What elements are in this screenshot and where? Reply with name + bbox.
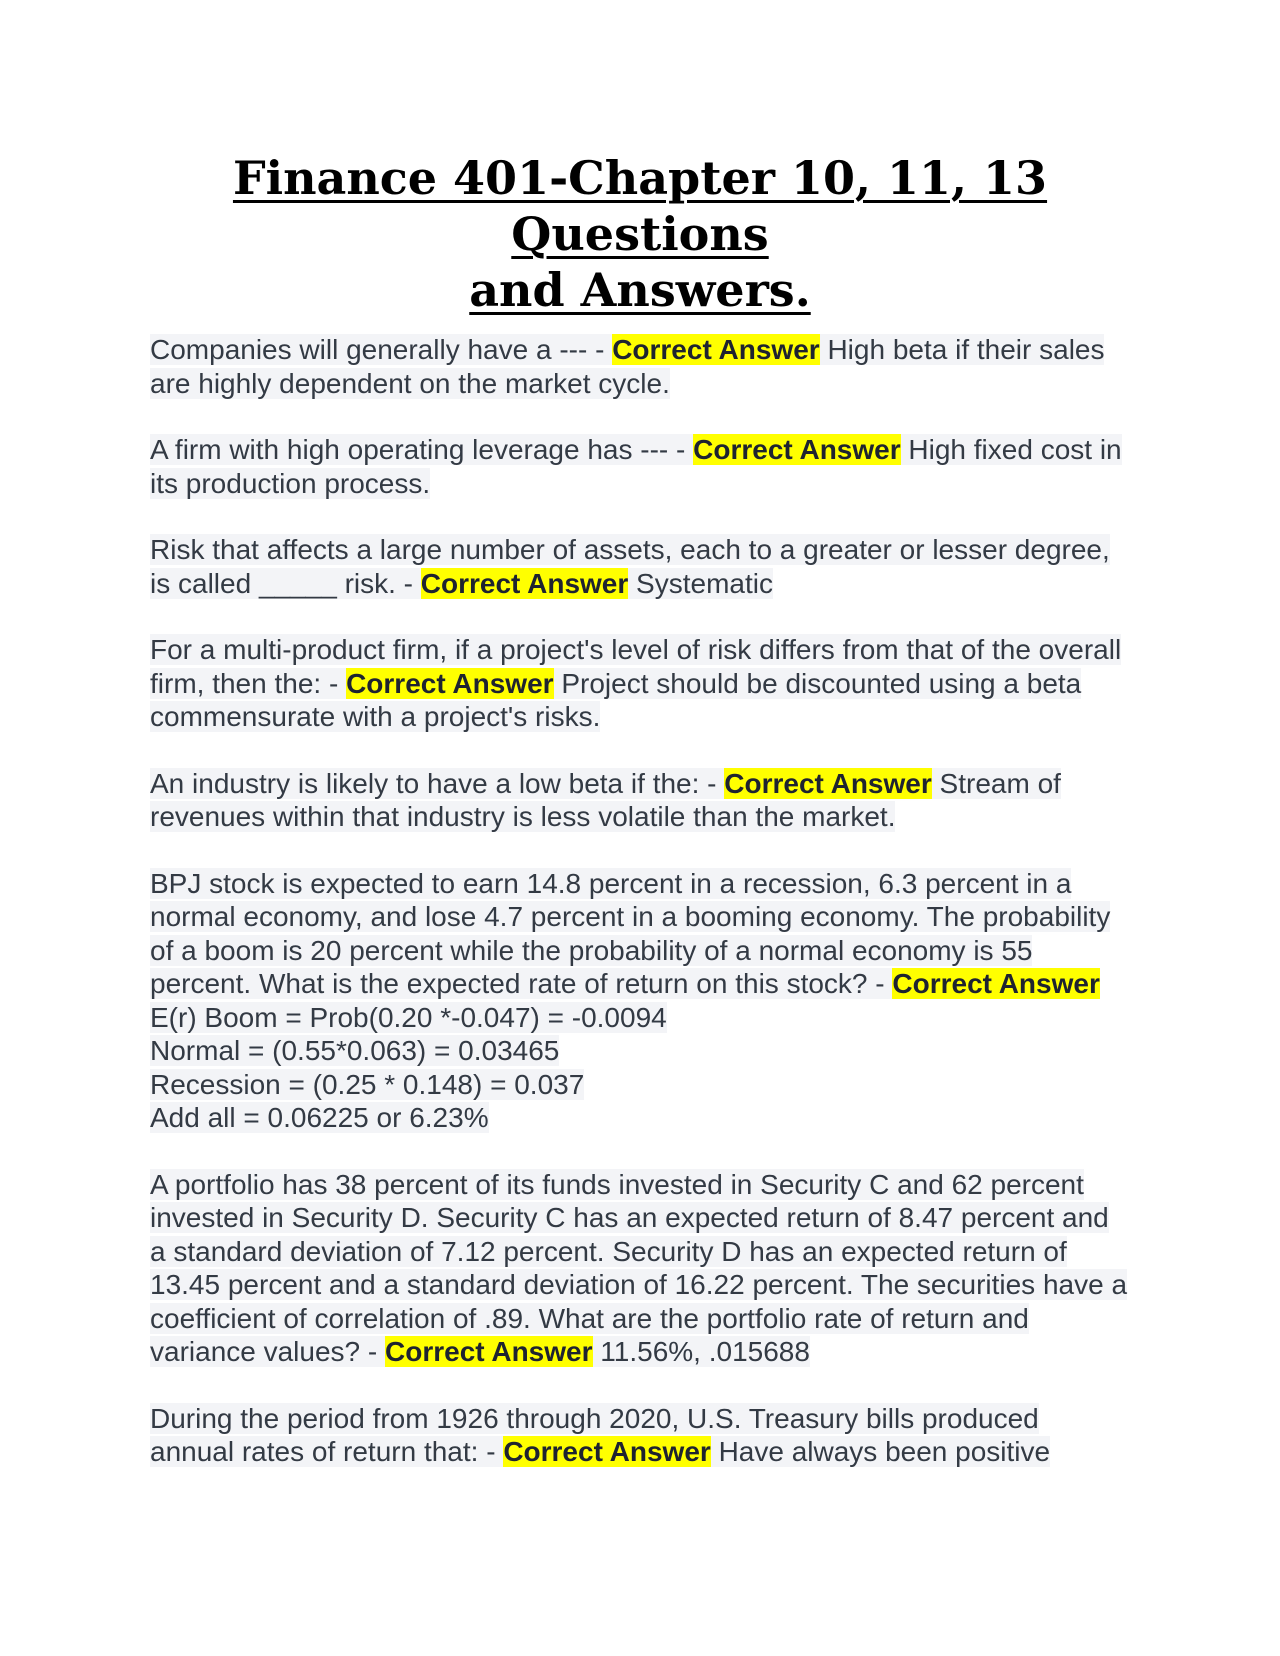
question-text: A firm with high operating leverage has --- - (150, 434, 694, 465)
correct-answer-label: Correct Answer (346, 667, 554, 699)
answer-line-normal: Normal = (0.55*0.063) = 0.03465 (150, 1035, 560, 1066)
answer-line-total: Add all = 0.06225 or 6.23% (150, 1102, 489, 1133)
answer-text: Project should be discounted using a beta commensurate with a project's risks. (150, 667, 1082, 732)
question-text: An industry is likely to have a low beta if the: - (150, 767, 725, 799)
qa-item-3 (150, 533, 1130, 600)
answer-extra-line (150, 1034, 1130, 1068)
question-text: BPJ stock is expected to earn 14.8 percent in a recession, 6.3 percent in a normal economy, and lose 4.7 percent in a booming economy. The probability of a boom is 20 percent while the probability of a normal economy is 55 percent. What is the expected rate of return on this stock? - (150, 867, 1111, 999)
qa-item-7 (150, 1168, 1130, 1369)
answer-text: Stream of revenues within that industry is less volatile than the market. (150, 767, 1061, 832)
answer-extra-line (150, 1101, 1130, 1135)
qa-list (150, 333, 1130, 1502)
answer-text: High beta if their sales are highly dependent on the market cycle. (150, 334, 1105, 399)
question-text: Risk that affects a large number of assets, each to a greater or lesser degree, is called _____ risk. - (150, 534, 1110, 599)
question-text: For a multi-product firm, if a project's level of risk differs from that of the overall firm, then the: - (150, 634, 1122, 699)
correct-answer-label: Correct Answer (612, 334, 820, 365)
question-text: During the period from 1926 through 2020, U.S. Treasury bills produced annual rates of return that: - (150, 1402, 1039, 1467)
answer-text: E(r) Boom = Prob(0.20 *-0.047) = -0.0094 (150, 1001, 667, 1033)
question-text: Companies will generally have a --- - (150, 334, 613, 365)
answer-text: High fixed cost in its production process. (150, 434, 1122, 499)
document-title (150, 150, 1130, 318)
correct-answer-label: Correct Answer (385, 1336, 593, 1367)
answer-line-recession: Recession = (0.25 * 0.148) = 0.037 (150, 1068, 585, 1100)
document-title-line-2: and Answers. (469, 263, 811, 317)
answer-text: Have always been positive (710, 1436, 1051, 1467)
correct-answer-label: Correct Answer (724, 767, 932, 799)
correct-answer-label: Correct Answer (420, 567, 629, 599)
correct-answer-label: Correct Answer (503, 1436, 711, 1467)
qa-item-4 (150, 633, 1130, 734)
qa-item-6 (150, 867, 1130, 1135)
question-text: A portfolio has 38 percent of its funds invested in Security C and 62 percent invested in Security D. Security C has an expected return of 8.47 percent and a standard deviation of 7.12 percent. Security D has an expected return of 13.45 percent and a standard deviation of 16.22 percent. The securities have a coefficient of correlation of .89. What are the portfolio rate of return and variance values? - (150, 1168, 1128, 1367)
answer-text: 11.56%, .015688 (592, 1336, 810, 1367)
qa-item-1 (150, 333, 1130, 400)
correct-answer-label: Correct Answer (892, 968, 1100, 999)
answer-text: Systematic (628, 567, 773, 599)
document-title-line-1: Finance 401-Chapter 10, 11, 13 Questions (232, 151, 1048, 261)
qa-item-8 (150, 1402, 1130, 1469)
correct-answer-label: Correct Answer (693, 434, 901, 465)
qa-item-2 (150, 433, 1130, 500)
qa-item-5 (150, 767, 1130, 834)
answer-extra-line (150, 1068, 1130, 1102)
